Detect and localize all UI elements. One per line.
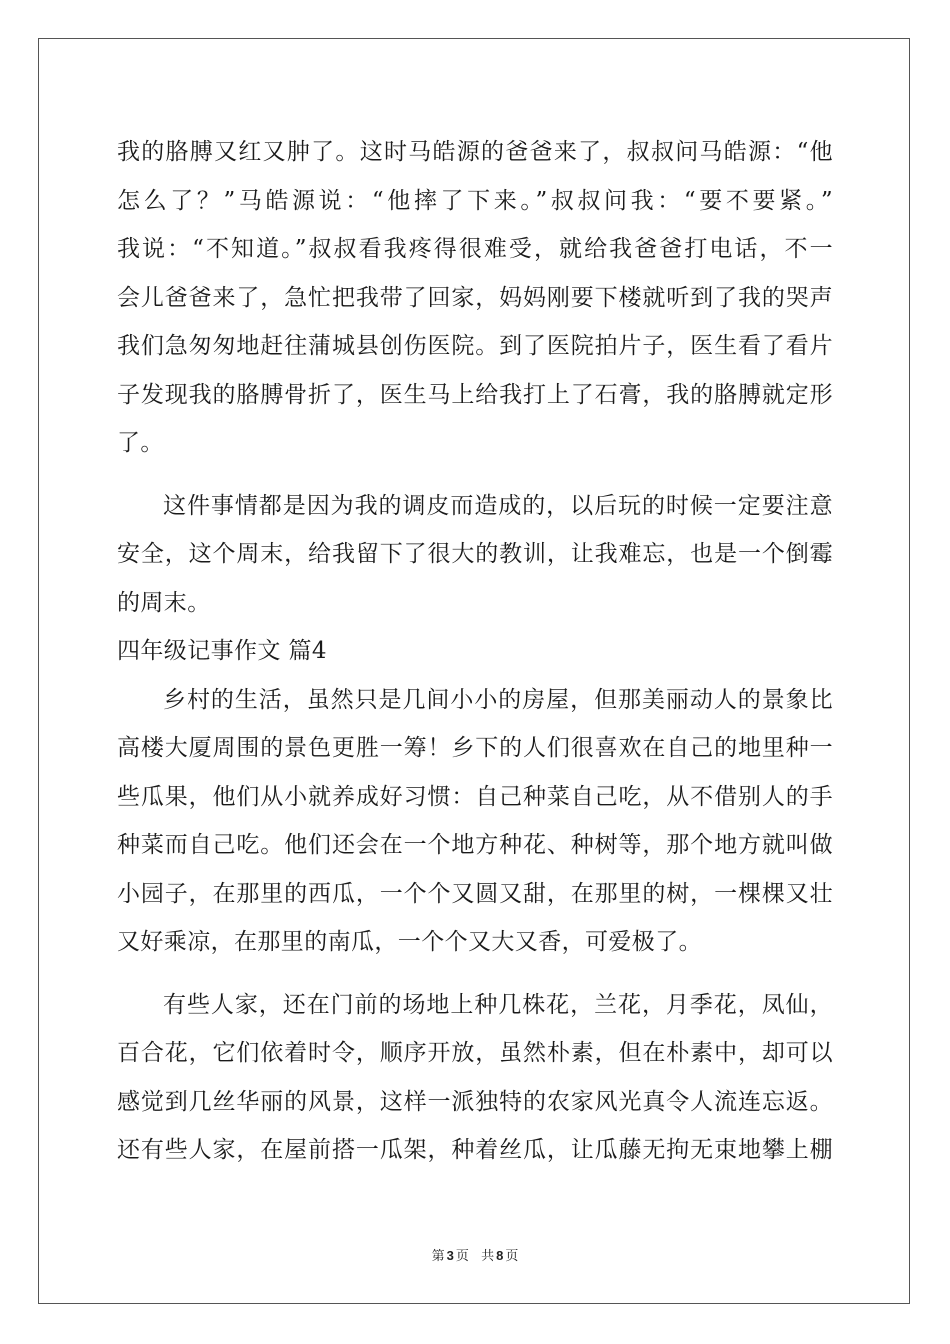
text-line: 的周末。 — [117, 589, 211, 616]
text-line: 会儿爸爸来了，急忙把我带了回家，妈妈刚要下楼就听到了我的哭声 — [117, 284, 833, 311]
text-line: 我的胳膊又红又肿了。这时马皓源的爸爸来了，叔叔问马皓源：“他 — [117, 139, 833, 165]
page-suffix: 页 — [455, 1249, 469, 1264]
text-line: 安全，这个周末，给我留下了很大的教训，让我难忘，也是一个倒霉 — [117, 541, 833, 567]
text-line: 了。 — [117, 430, 164, 456]
page-footer — [0, 1245, 950, 1264]
text-line: 小园子，在那里的西瓜，一个个又圆又甜，在那里的树，一棵棵又壮 — [117, 880, 833, 907]
text-line: 这件事情都是因为我的调皮而造成的，以后玩的时候一定要注意 — [163, 492, 833, 519]
text-line: 种菜而自己吃。他们还会在一个地方种花、种树等，那个地方就叫做 — [117, 832, 833, 858]
page-prefix: 第 — [431, 1249, 445, 1264]
text-line: 些瓜果，他们从小就养成好习惯：自己种菜自己吃，从不借别人的手 — [117, 783, 833, 810]
text-line: 怎么了？”马皓源说：“他摔了下来。”叔叔问我：“要不要紧。” — [117, 187, 833, 214]
paragraph-4 — [117, 981, 833, 1175]
total-number: 8 — [496, 1248, 504, 1263]
text-line: 百合花，它们依着时令，顺序开放，虽然朴素，但在朴素中，却可以 — [117, 1040, 833, 1066]
text-line: 还有些人家，在屋前搭一瓜架，种着丝瓜，让瓜藤无拘无束地攀上棚 — [117, 1137, 833, 1163]
page-number: 3 — [446, 1248, 454, 1263]
total-prefix: 共 — [481, 1249, 495, 1264]
total-suffix: 页 — [505, 1249, 519, 1264]
total-indicator — [479, 1249, 520, 1264]
document-body — [117, 128, 833, 1175]
text-line: 感觉到几丝华丽的风景，这样一派独特的农家风光真令人流连忘返。 — [117, 1088, 833, 1115]
text-line: 子发现我的胳膊骨折了，医生马上给我打上了石膏，我的胳膊就定形 — [117, 381, 833, 408]
page-indicator — [430, 1249, 471, 1264]
section-heading: 四年级记事作文 篇4 — [117, 638, 327, 664]
paragraph-3 — [117, 676, 833, 967]
text-line: 我说：“不知道。”叔叔看我疼得很难受，就给我爸爸打电话，不一 — [117, 236, 833, 262]
text-line: 我们急匆匆地赶往蒲城县创伤医院。到了医院拍片子，医生看了看片 — [117, 333, 833, 359]
text-line: 乡村的生活，虽然只是几间小小的房屋，但那美丽动人的景象比 — [163, 686, 833, 713]
paragraph-1 — [117, 128, 833, 468]
text-line: 有些人家，还在门前的场地上种几株花，兰花，月季花，凤仙， — [163, 991, 833, 1018]
text-line: 又好乘凉，在那里的南瓜，一个个又大又香，可爱极了。 — [117, 929, 702, 955]
text-line: 高楼大厦周围的景色更胜一筹！乡下的人们很喜欢在自己的地里种一 — [117, 735, 833, 761]
paragraph-2 — [117, 482, 833, 628]
